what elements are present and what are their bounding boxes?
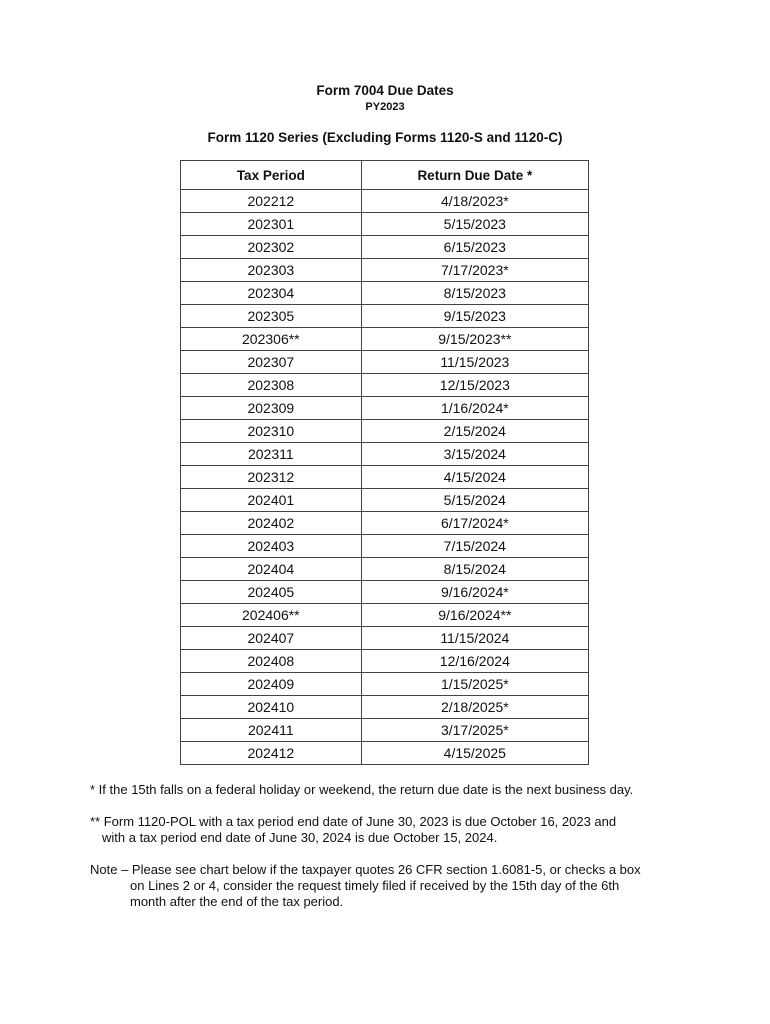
table-row [181,512,589,535]
tax-period-cell: 202309 [181,397,362,420]
return-due-date-cell: 5/15/2024 [361,489,588,512]
table-row [181,581,589,604]
footnote-1120-pol [90,814,690,846]
return-due-date-cell: 5/15/2023 [361,213,588,236]
return-due-date-cell: 6/17/2024* [361,512,588,535]
return-due-date-cell: 2/18/2025* [361,696,588,719]
table-row [181,742,589,765]
tax-period-cell: 202307 [181,351,362,374]
table-row [181,351,589,374]
tax-period-cell: 202303 [181,259,362,282]
return-due-date-cell: 9/15/2023 [361,305,588,328]
tax-period-cell: 202212 [181,190,362,213]
return-due-date-cell: 1/15/2025* [361,673,588,696]
table-row [181,627,589,650]
due-dates-table [180,160,589,765]
table-row [181,466,589,489]
footnote-1120-pol-line-2: with a tax period end date of June 30, 2024 is due October 15, 2024. [102,830,498,845]
table-row [181,650,589,673]
tax-period-cell: 202304 [181,282,362,305]
tax-period-cell: 202412 [181,742,362,765]
tax-period-cell: 202302 [181,236,362,259]
footnote-holiday [90,782,690,798]
table-row [181,397,589,420]
footnote-holiday-text: * If the 15th falls on a federal holiday or weekend, the return due date is the next business day. [90,782,634,797]
tax-period-cell: 202406** [181,604,362,627]
return-due-date-cell: 3/15/2024 [361,443,588,466]
return-due-date-cell: 3/17/2025* [361,719,588,742]
table-row [181,328,589,351]
table-row [181,305,589,328]
return-due-date-cell: 1/16/2024* [361,397,588,420]
return-due-date-cell: 8/15/2024 [361,558,588,581]
table-row [181,696,589,719]
return-due-date-cell: 6/15/2023 [361,236,588,259]
return-due-date-cell: 2/15/2024 [361,420,588,443]
note-cfr [90,862,690,910]
return-due-date-cell: 12/16/2024 [361,650,588,673]
tax-period-cell: 202407 [181,627,362,650]
return-due-date-cell: 9/16/2024* [361,581,588,604]
table-row [181,673,589,696]
tax-period-cell: 202311 [181,443,362,466]
tax-period-cell: 202404 [181,558,362,581]
document-subtitle: PY2023 [365,101,405,113]
tax-period-cell: 202308 [181,374,362,397]
tax-period-cell: 202306** [181,328,362,351]
tax-period-cell: 202403 [181,535,362,558]
tax-period-cell: 202301 [181,213,362,236]
column-header-return-due-date: Return Due Date * [361,161,588,190]
return-due-date-cell: 4/18/2023* [361,190,588,213]
table-row [181,558,589,581]
return-due-date-cell: 4/15/2024 [361,466,588,489]
tax-period-cell: 202312 [181,466,362,489]
table-row [181,282,589,305]
table-row [181,535,589,558]
tax-period-cell: 202408 [181,650,362,673]
return-due-date-cell: 9/15/2023** [361,328,588,351]
table-row [181,213,589,236]
return-due-date-cell: 7/15/2024 [361,535,588,558]
table-row [181,374,589,397]
table-body [181,190,589,765]
note-cfr-line-2: on Lines 2 or 4, consider the request timely filed if received by the 15th day of the 6th [130,878,620,893]
note-cfr-line-1: Note – Please see chart below if the taxpayer quotes 26 CFR section 1.6081-5, or checks a box [90,862,641,877]
tax-period-cell: 202401 [181,489,362,512]
return-due-date-cell: 8/15/2023 [361,282,588,305]
document-title: Form 7004 Due Dates [316,83,454,98]
tax-period-cell: 202409 [181,673,362,696]
footnote-1120-pol-line-1: ** Form 1120-POL with a tax period end date of June 30, 2023 is due October 16, 2023 and [90,814,617,829]
note-cfr-line-3: month after the end of the tax period. [130,894,344,909]
tax-period-cell: 202405 [181,581,362,604]
tax-period-cell: 202410 [181,696,362,719]
return-due-date-cell: 7/17/2023* [361,259,588,282]
return-due-date-cell: 4/15/2025 [361,742,588,765]
table-row [181,719,589,742]
column-header-tax-period: Tax Period [181,161,362,190]
table-row [181,420,589,443]
table-row [181,443,589,466]
tax-period-cell: 202305 [181,305,362,328]
table-row [181,190,589,213]
table-row [181,489,589,512]
return-due-date-cell: 9/16/2024** [361,604,588,627]
return-due-date-cell: 11/15/2024 [361,627,588,650]
return-due-date-cell: 12/15/2023 [361,374,588,397]
tax-period-cell: 202310 [181,420,362,443]
table-row [181,236,589,259]
table-row [181,604,589,627]
return-due-date-cell: 11/15/2023 [361,351,588,374]
table-row [181,259,589,282]
section-title: Form 1120 Series (Excluding Forms 1120-S and 1120-C) [207,130,563,145]
tax-period-cell: 202402 [181,512,362,535]
tax-period-cell: 202411 [181,719,362,742]
table-header-row [181,161,589,190]
